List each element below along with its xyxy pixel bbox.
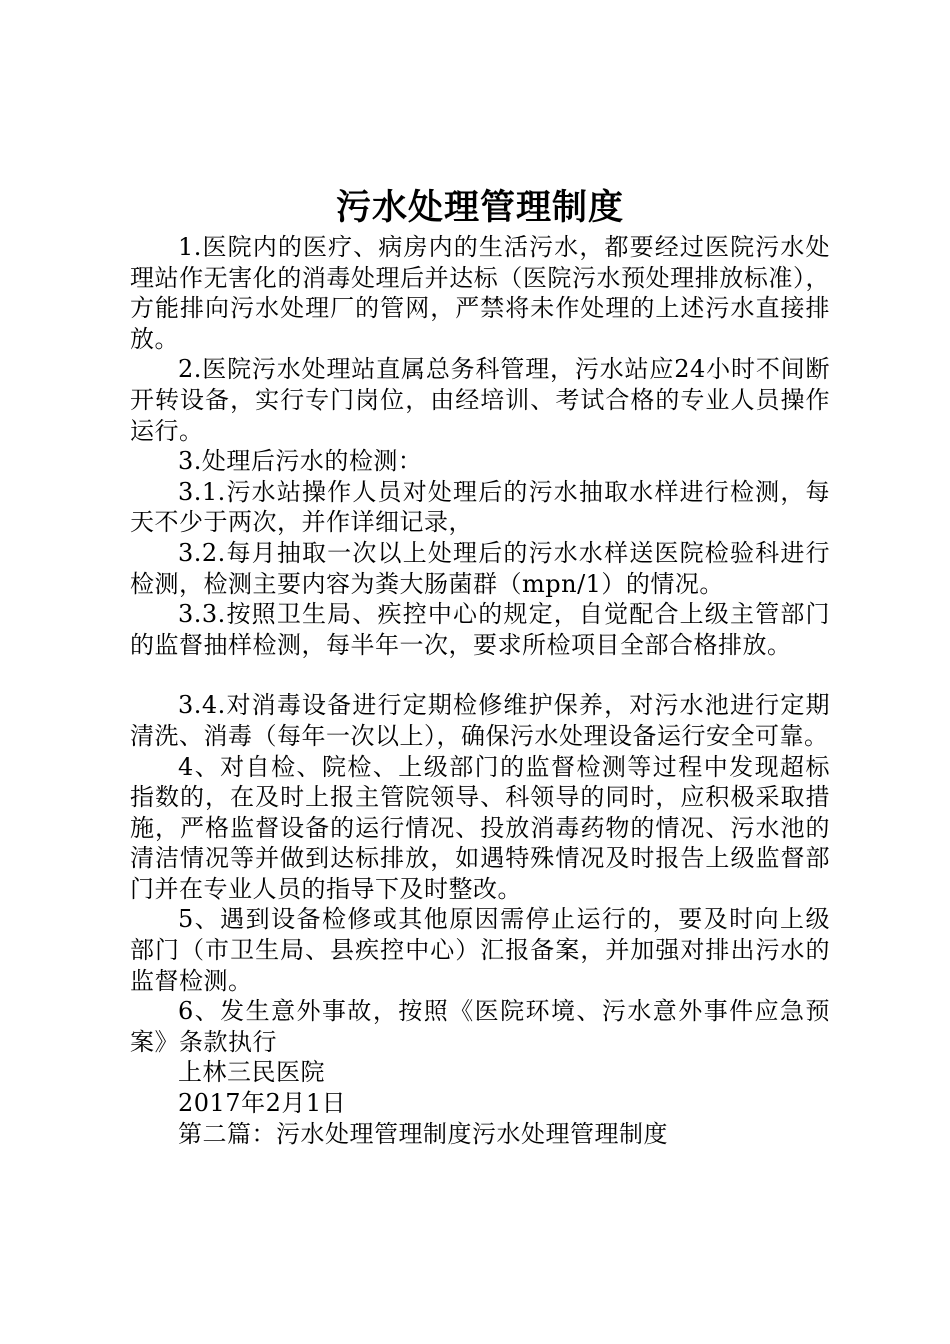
paragraph-2: 2.医院污水处理站直属总务科管理，污水站应24小时不间断开转设备，实行专门岗位，由经培训、考试合格的专业人员操作运行。 [130,355,830,445]
paragraph-3-1: 3.1.污水站操作人员对处理后的污水抽取水样进行检测，每天不少于两次，并作详细记录， [130,477,830,537]
date: 2017年2月1日 [178,1089,347,1118]
paragraph-3-3: 3.3.按照卫生局、疾控中心的规定，自觉配合上级主管部门的监督抽样检测，每半年一次，要求所检项目全部合格排放。 [130,600,830,659]
document-page [130,184,830,1149]
paragraph-6: 6、发生意外事故，按照《医院环境、污水意外事件应急预案》条款执行 [130,997,830,1056]
paragraph-3-2: 3.2.每月抽取一次以上处理后的污水水样送医院检验科进行检测，检测主要内容为粪大肠菌群（mpn/1）的情况。 [130,538,830,598]
paragraph-3-4: 3.4.对消毒设备进行定期检修维护保养，对污水池进行定期清洗、消毒（每年一次以上），确保污水处理设备运行安全可靠。 [130,691,830,750]
paragraph-3: 3.处理后污水的检测： [178,447,423,476]
paragraph-5: 5、遇到设备检修或其他原因需停止运行的，要及时向上级部门（市卫生局、县疾控中心）汇报备案，并加强对排出污水的监督检测。 [130,905,830,995]
paragraph-4: 4、对自检、院检、上级部门的监督检测等过程中发现超标指数的，在及时上报主管院领导、科领导的同时，应积极采取措施，严格监督设备的运行情况、投放消毒药物的情况、污水池的清洁情况等并做到达标排放，如遇特殊情况及时报告上级监督部门并在专业人员的指导下及时整改。 [130,752,830,903]
document-title: 污水处理管理制度 [335,187,624,228]
paragraph-1: 1.医院内的医疗、病房内的生活污水，都要经过医院污水处理站作无害化的消毒处理后并达标（医院污水预处理排放标准），方能排向污水处理厂的管网，严禁将未作处理的上述污水直接排放。 [130,233,830,353]
signature: 上林三民医院 [178,1058,325,1087]
next-section-heading: 第二篇：污水处理管理制度污水处理管理制度 [178,1119,668,1148]
